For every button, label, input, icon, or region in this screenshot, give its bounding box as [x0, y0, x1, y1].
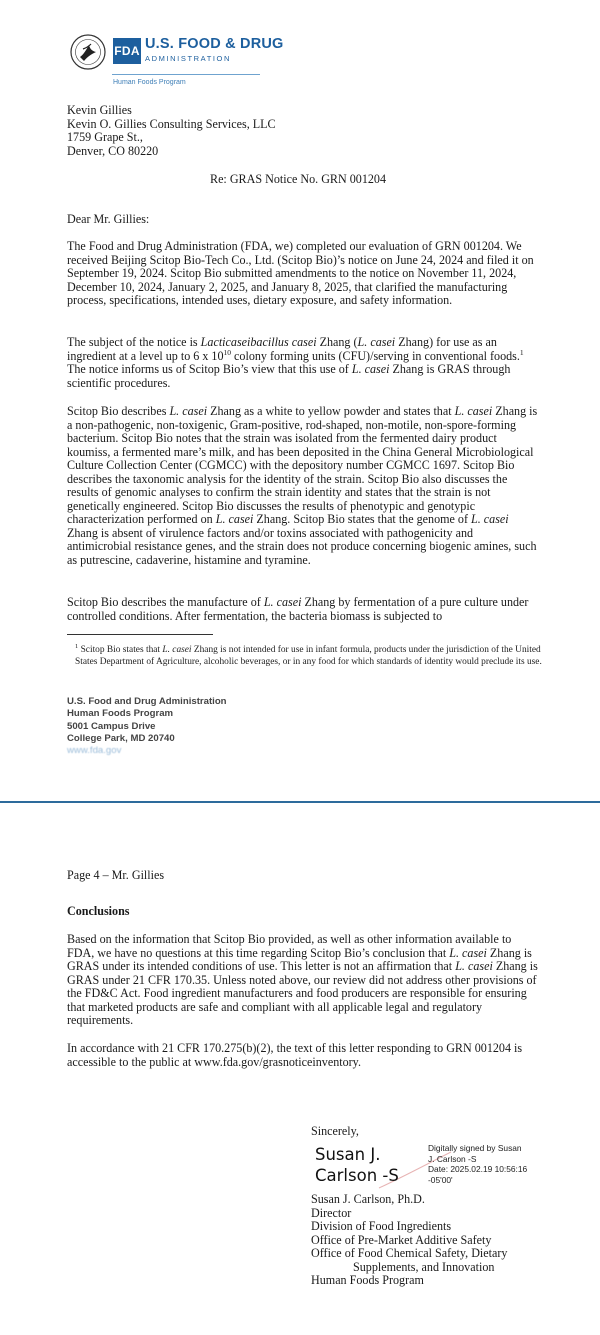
- agency-name: U.S. FOOD & DRUG: [145, 36, 284, 52]
- signatory-division: Division of Food Ingredients: [311, 1219, 452, 1233]
- signatory-office: Supplements, and Innovation: [353, 1259, 495, 1274]
- salutation: Dear Mr. Gillies:: [67, 212, 150, 226]
- signatory-office: Office of Food Chemical Safety, Dietary: [311, 1246, 508, 1260]
- conclusions-paragraph-1: Based on the information that Scitop Bio provided, as well as other information available to FDA, we have no questions at this time regarding Scitop Bio’s conclusion that L. casei Zhang is GRAS under its intended conditions of use. This letter is not an affirmation that L. casei Zhang is GRAS under 21 CFR 170.35. Unless noted above, our review did not address other provisions of the FD&C Act. Food ingredient manufacturers and food producers are responsible for ensuring that marketed products are safe and compliant with all applicable legal and regulatory requirements.: [67, 932, 538, 1027]
- footer-line: College Park, MD 20740: [67, 732, 175, 744]
- page-label: Page 4 – Mr. Gillies: [67, 868, 165, 882]
- page-separator: [0, 801, 600, 803]
- conclusions-paragraph-2: In accordance with 21 CFR 170.275(b)(2), the text of this letter responding to GRN 001204 is accessible to the public at www.fda.gov/grasnoticeinventory.: [67, 1041, 523, 1069]
- footnote: $^1$ Scitop Bio states that L. casei Zhang is not intended for use in infant formula, products under the jurisdiction of the United States Department of Agriculture, alcoholic beverages, or in any food for which standards of identity would preclude its use.: [75, 642, 542, 667]
- signatory-title: Director: [311, 1205, 352, 1220]
- digital-signature[interactable]: Susan J. Carlson -S: [315, 1145, 399, 1185]
- agency-footer: [67, 696, 227, 757]
- recipient-street: 1759 Grape St.,: [67, 130, 143, 144]
- footer-line: 5001 Campus Drive: [67, 720, 156, 732]
- closing: Sincerely,: [311, 1124, 359, 1138]
- footer-line: U.S. Food and Drug Administration: [67, 696, 227, 707]
- footnote-divider: [67, 634, 213, 635]
- signatory-name: Susan J. Carlson, Ph.D.: [311, 1192, 425, 1206]
- header-divider: [112, 74, 260, 75]
- agency-subtitle: ADMINISTRATION: [145, 54, 232, 63]
- program-name: Human Foods Program: [113, 79, 186, 86]
- paragraph-2: The subject of the notice is Lacticaseibacillus casei Zhang (L. casei Zhang) for use as an ingredient at a level up to 6 x $10^{10}$ colony forming units (CFU)/serving in conventional foods.$^1$ The notice informs us of Scitop Bio’s view that this use of L. casei Zhang is GRAS through scientific procedures.: [67, 335, 524, 390]
- footnote-ref[interactable]: 1: [519, 347, 524, 357]
- digital-signature-details: Digitally signed by Susan J. Carlson -S Date: 2025.02.19 10:56:16 -05'00': [428, 1143, 528, 1186]
- paragraph-1: The Food and Drug Administration (FDA, we) completed our evaluation of GRN 001204. We received Beijing Scitop Bio-Tech Co., Ltd. (Scitop Bio)’s notice on June 24, 2024 and filed it on September 19, 2024. Scitop Bio submitted amendments to the notice on November 11, 2024, December 10, 2024, January 2, 2025, and January 8, 2025, that clarified the manufacturing process, specifications, intended uses, dietary exposure, and safety information.: [67, 239, 534, 307]
- recipient-name: Kevin Gillies: [67, 103, 132, 117]
- paragraph-4: Scitop Bio describes the manufacture of L. casei Zhang by fermentation of a pure culture under controlled conditions. After fermentation, the bacteria biomass is subjected to: [67, 595, 529, 623]
- recipient-company: Kevin O. Gillies Consulting Services, LLC: [67, 116, 276, 131]
- hhs-seal-icon: [70, 34, 106, 70]
- footer-line: Human Foods Program: [67, 708, 174, 720]
- recipient-city: Denver, CO 80220: [67, 143, 159, 158]
- fda-logo: FDA: [113, 38, 141, 64]
- recipient-address: [67, 104, 276, 158]
- footer-url-link[interactable]: www.fda.gov: [67, 745, 122, 757]
- signatory-program: Human Foods Program: [311, 1273, 424, 1287]
- signatory-block: [311, 1193, 507, 1288]
- conclusions-heading: Conclusions: [67, 904, 130, 918]
- paragraph-3: Scitop Bio describes L. casei Zhang as a white to yellow powder and states that L. casei Zhang is a non-pathogenic, non-toxigenic, Gram-positive, rod-shaped, non-motile, non-spore-forming bacterium. Scitop Bio notes that the strain was isolated from the fermented dairy product koumiss, a fermented mare’s milk, and has been deposited in the China General Microbiological Culture Collection Center (CGMCC) with the depository number CGMCC 1697. Scitop Bio describes the taxonomic analysis for the identity of the strain. Scitop Bio also discusses the results of genomic analyses to confirm the strain identity and states that the strain is not genetically engineered. Scitop Bio discusses the results of phenotypic and genotypic characterization performed on L. casei Zhang. Scitop Bio states that the genome of L. casei Zhang is absent of virulence factors and/or toxins associated with pathogenicity and antimicrobial resistance genes, and the strain does not produce concerning biogenic amines, such as putrescine, cadaverine, histamine and tyramine.: [67, 404, 538, 567]
- re-line: Re: GRAS Notice No. GRN 001204: [210, 172, 387, 186]
- signatory-office: Office of Pre-Market Additive Safety: [311, 1232, 492, 1247]
